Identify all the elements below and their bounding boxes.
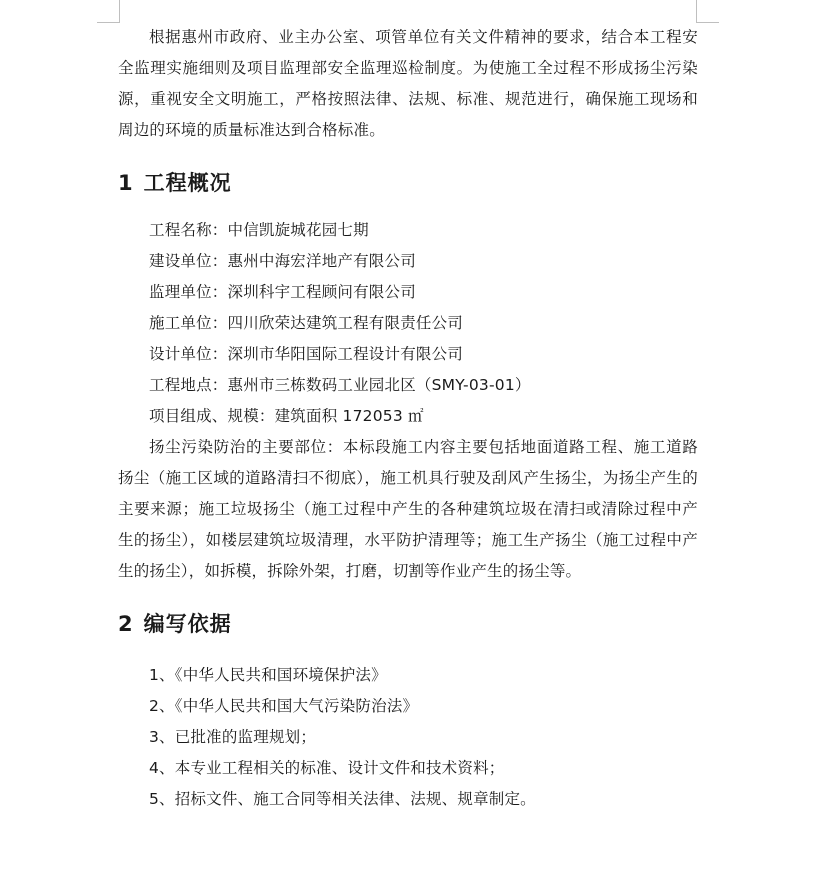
section-number: 1 (118, 171, 134, 195)
dust-sources-paragraph: 扬尘污染防治的主要部位：本标段施工内容主要包括地面道路工程、施工道路扬尘（施工区域的道路清扫不彻底），施工机具行驶及刮风产生扬尘，为扬尘产生的主要来源；施工垃圾扬尘（施工过程中产生的各种建筑垃圾在清扫或清除过程中产生的扬尘），如楼层建筑垃圾清理，水平防护清理等；施工生产扬尘（施工过程中产生的扬尘），如拆模，拆除外架，打磨，切割等作业产生的扬尘等。 (118, 438, 698, 580)
page-corner-mark-left (97, 0, 120, 23)
project-info-line: 监理单位：深圳科宇工程顾问有限公司 (149, 283, 416, 301)
section-heading (118, 168, 698, 198)
basis-list-item: 2、《中华人民共和国大气污染防治法》 (149, 697, 419, 715)
basis-list-item: 3、已批准的监理规划； (149, 728, 317, 746)
intro-paragraph: 根据惠州市政府、业主办公室、项管单位有关文件精神的要求，结合本工程安全监理实施细则及项目监理部安全监理巡检制度。为使施工全过程不形成扬尘污染源，重视安全文明施工，严格按照法律、法规、标准、规范进行，确保施工现场和周边的环境的质量标准达到合格标准。 (118, 28, 698, 139)
basis-list-item: 4、本专业工程相关的标准、设计文件和技术资料； (149, 759, 505, 777)
project-info-line: 工程地点：惠州市三栋数码工业园北区（SMY-03-01） (149, 376, 531, 394)
basis-list-item: 1、《中华人民共和国环境保护法》 (149, 666, 387, 684)
basis-list-item: 5、招标文件、施工合同等相关法律、法规、规章制定。 (149, 790, 536, 808)
page-corner-mark-right (696, 0, 719, 23)
project-info-line: 设计单位：深圳市华阳国际工程设计有限公司 (149, 345, 464, 363)
section-title: 编写依据 (143, 612, 232, 636)
project-info-line: 施工单位：四川欣荣达建筑工程有限责任公司 (149, 314, 464, 332)
project-info-line: 项目组成、规模：建筑面积 172053 ㎡ (149, 407, 424, 425)
project-info-line: 工程名称：中信凯旋城花园七期 (149, 221, 369, 239)
section-heading (118, 609, 698, 639)
document-page (118, 22, 698, 815)
section-number: 2 (118, 612, 134, 636)
project-info-line: 建设单位：惠州中海宏洋地产有限公司 (149, 252, 416, 270)
section-title: 工程概况 (143, 171, 232, 195)
